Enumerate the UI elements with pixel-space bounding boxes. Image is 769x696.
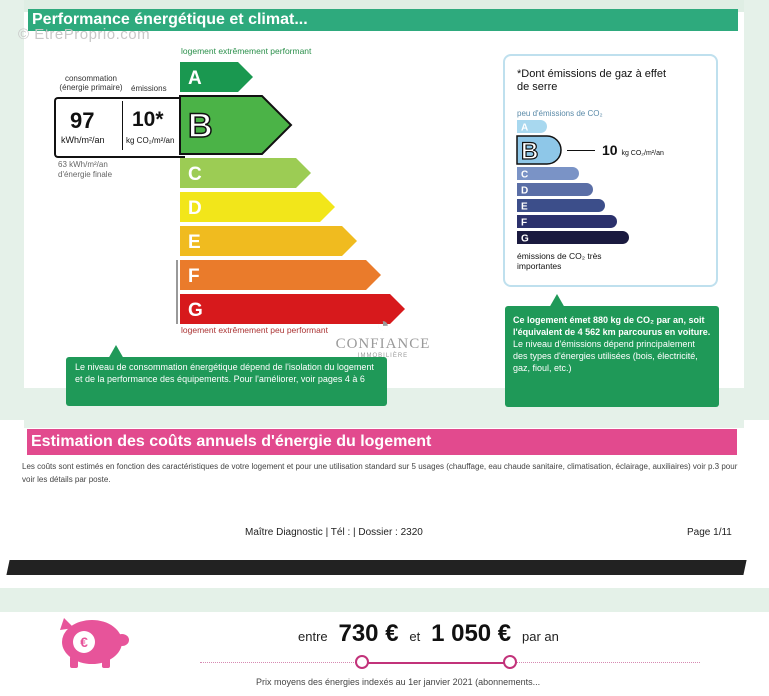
price-note: Prix moyens des énergies indexés au 1er janvier 2021 (abonnements... <box>256 677 541 687</box>
energy-bottom-label: logement extrêmement peu performant <box>181 325 328 335</box>
energy-callout: Le niveau de consommation énergétique dépend de l'isolation du logement et de la performance des équipements. Pour l'améliorer, voir pages 4 à 6 <box>66 357 387 406</box>
footer-info: Maître Diagnostic | Tél : | Dossier : 2320 <box>245 527 423 538</box>
cost-suffix: par an <box>522 629 559 644</box>
co2-bottom-label: émissions de CO₂ très importantes <box>517 251 602 271</box>
logo-brand: CONFIANCE <box>335 336 431 352</box>
co2-band-d <box>517 183 593 196</box>
energy-band-d <box>180 192 335 222</box>
emissions-label: émissions <box>131 84 167 93</box>
box-divider <box>122 101 123 150</box>
energy-top-label: logement extrêmement performant <box>181 46 312 56</box>
cost-range <box>298 620 559 648</box>
costs-text: Les coûts sont estimés en fonction des caractéristiques de votre logement et pour une utilisation standard sur 5 usages (chauffage, eau chaude sanitaire, climatisation, éclairage, auxiliaires) voir p.3 pour voir les détails par poste. <box>22 462 738 484</box>
cost-range-line <box>362 662 510 664</box>
co2-callout-bold: Ce logement émet 880 kg de CO₂ par an, soit l'équivalent de 4 562 km parcourus en voiture. <box>513 315 711 337</box>
co2-callout <box>505 306 719 407</box>
energy-band-label-d: D <box>188 198 202 219</box>
consumption-label: consommation (énergie primaire) <box>59 74 123 92</box>
co2-band-label-c: C <box>521 169 529 181</box>
section-title: Performance énergétique et climat... <box>28 9 738 31</box>
co2-value: 10 kg CO₂/m²/an <box>602 142 664 158</box>
cost-high-marker <box>503 655 517 669</box>
co2-band-label-b: B <box>521 138 539 165</box>
page-number: Page 1/11 <box>687 527 732 538</box>
final-energy-label: 63 kWh/m²/an d'énergie finale <box>58 160 113 179</box>
bottom-band <box>0 588 769 612</box>
cost-prefix: entre <box>298 629 328 644</box>
energy-band-f <box>180 260 381 290</box>
co2-connector <box>567 150 595 151</box>
co2-callout-text: Le niveau d'émissions dépend principalement des types d'énergies utilisées (bois, électricité, gaz, fioul, etc.) <box>513 339 698 373</box>
agency-logo <box>328 314 438 366</box>
energy-band-label-f: F <box>188 266 200 287</box>
page-separator <box>6 560 746 575</box>
consumption-unit: kWh/m²/an <box>61 135 105 145</box>
logo-sub: IMMOBILIÈRE <box>357 353 409 359</box>
svg-text:€: € <box>80 634 88 650</box>
emission-value: 10* <box>132 108 164 131</box>
cost-mid: et <box>409 629 421 644</box>
co2-top-label: peu d'émissions de CO₂ <box>517 109 603 118</box>
frame-right <box>744 0 769 420</box>
consumption-value: 97 <box>70 108 95 133</box>
co2-band-e <box>517 199 605 212</box>
co2-band-label-a: A <box>521 122 529 134</box>
energy-band-label-b: B <box>188 107 213 145</box>
co2-band-label-e: E <box>521 201 528 213</box>
cost-high: 1 050 € <box>431 620 512 647</box>
costs-title: Estimation des coûts annuels d'énergie du logement <box>27 429 737 455</box>
co2-band-label-g: G <box>521 233 529 245</box>
piggy-bank-icon <box>50 612 132 672</box>
energy-band-e <box>180 226 357 256</box>
co2-band-label-d: D <box>521 185 529 197</box>
frame-left <box>0 0 24 420</box>
co2-band-f <box>517 215 617 228</box>
co2-band-label-f: F <box>521 217 528 229</box>
emission-unit: kg CO₂/m²/an <box>126 136 175 145</box>
cost-low-marker <box>355 655 369 669</box>
watermark: © EtreProprio.com <box>18 26 151 43</box>
energy-band-label-a: A <box>188 68 202 89</box>
energy-band-label-e: E <box>188 232 201 253</box>
co2-title: *Dont émissions de gaz à effet de serre <box>517 68 666 93</box>
energy-band-label-c: C <box>188 164 202 185</box>
energy-scale <box>170 58 420 328</box>
logo-mark-icon: ◔ <box>376 312 390 337</box>
co2-band-g <box>517 231 629 244</box>
cost-low: 730 € <box>338 620 399 647</box>
energy-band-label-g: G <box>188 300 203 321</box>
co2-scale <box>515 120 635 250</box>
